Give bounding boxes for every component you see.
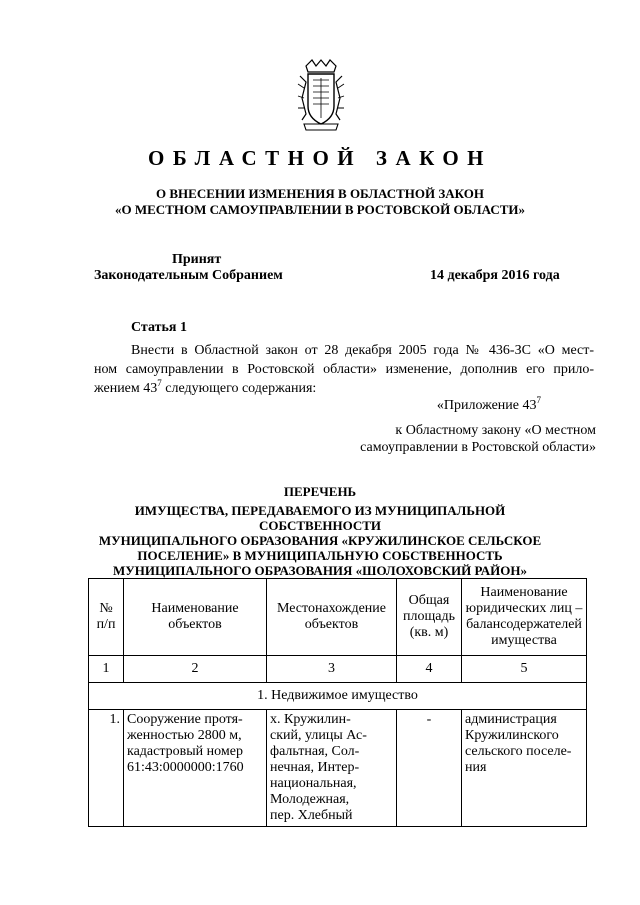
cell-line: Кружилинского: [465, 728, 559, 743]
cell-line: нечная, Интер-: [270, 760, 360, 775]
article-line: [94, 379, 594, 398]
article-heading: Статья 1: [131, 320, 187, 335]
subtitle-line: О ВНЕСЕНИИ ИЗМЕНЕНИЯ В ОБЛАСТНОЙ ЗАКОН: [156, 186, 484, 201]
header-cell-name: [124, 579, 267, 656]
header-text: №: [99, 601, 113, 616]
adopted-by: Законодательным Собранием: [94, 268, 283, 283]
list-subheading: [80, 503, 560, 578]
header-cell-holder: [462, 579, 587, 656]
article-line-text: жением 43: [94, 381, 158, 396]
section-row: [89, 683, 587, 710]
cell-line: ния: [465, 760, 487, 775]
list-subheading-line: ПОСЕЛЕНИЕ» В МУНИЦИПАЛЬНУЮ СОБСТВЕННОСТЬ: [137, 548, 503, 563]
list-heading: ПЕРЕЧЕНЬ: [283, 484, 357, 499]
header-text: площадь: [403, 609, 455, 624]
list-subheading-line: МУНИЦИПАЛЬНОГО ОБРАЗОВАНИЯ «КРУЖИЛИНСКОЕ СЕЛЬСКОЕ: [98, 533, 542, 548]
column-number: 3: [267, 656, 397, 683]
adoption-date: 14 декабря 2016 года: [430, 268, 560, 283]
article-line-text: следующего содержания:: [161, 381, 317, 396]
coat-of-arms-emblem: [296, 58, 346, 132]
table-row: [89, 710, 587, 827]
header-cell-number: [89, 579, 124, 656]
cell-line: фальтная, Сол-: [270, 744, 360, 759]
list-subheading-line: МУНИЦИПАЛЬНОГО ОБРАЗОВАНИЯ «ШОЛОХОВСКИЙ РАЙОН»: [112, 563, 528, 578]
cell-line: Молодежная,: [270, 792, 350, 807]
cell-line: пер. Хлебный: [270, 808, 353, 823]
header-text: Общая: [408, 593, 450, 608]
section-title: 1. Недвижимое имущество: [89, 683, 587, 710]
header-text: объектов: [168, 617, 222, 632]
superscript: 7: [536, 395, 541, 405]
list-subheading-line: ИМУЩЕСТВА, ПЕРЕДАВАЕМОГО ИЗ МУНИЦИПАЛЬНОЙ СОБСТВЕННОСТИ: [134, 503, 506, 533]
adopted-label: Принят: [172, 252, 222, 267]
header-cell-location: [267, 579, 397, 656]
header-text: Наименование: [480, 585, 568, 600]
object-name-cell: [124, 710, 267, 827]
cell-line: ский, улицы Ас-: [270, 728, 367, 743]
header-text: балансодержателей: [466, 617, 582, 632]
property-table: [88, 578, 587, 827]
column-number: 2: [124, 656, 267, 683]
header-text: (кв. м): [409, 625, 449, 640]
cell-line: Сооружение протя-: [127, 712, 243, 727]
header-text: объектов: [304, 617, 359, 632]
article-text: [94, 341, 594, 398]
appendix-line: самоуправлении в Ростовской области»: [360, 440, 596, 455]
document-title: ОБЛАСТНОЙ ЗАКОН: [147, 146, 492, 170]
header-text: Наименование: [151, 601, 239, 616]
row-number: 1.: [89, 710, 124, 827]
holder-cell: [462, 710, 587, 827]
header-text: имущества: [491, 633, 557, 648]
appendix-title: [330, 397, 596, 414]
area-cell: -: [397, 710, 462, 827]
header-text: п/п: [96, 617, 116, 632]
cell-line: 61:43:0000000:1760: [127, 760, 244, 775]
column-number: 5: [462, 656, 587, 683]
cell-line: сельского поселе-: [465, 744, 572, 759]
cell-line: национальная,: [270, 776, 357, 791]
header-cell-area: [397, 579, 462, 656]
appendix-title-text: «Приложение 43: [436, 398, 537, 413]
appendix-line: к Областному закону «О местном: [395, 423, 596, 438]
article-line: Внести в Областной закон от 28 декабря 2005 года № 436-ЗС «О мест-: [131, 343, 594, 358]
cell-line: женностью 2800 м,: [127, 728, 242, 743]
header-text: Местонахождение: [276, 601, 386, 616]
column-number-row: [89, 656, 587, 683]
column-number: 1: [89, 656, 124, 683]
cell-line: х. Кружилин-: [270, 712, 351, 727]
cell-line: администрация: [465, 712, 557, 727]
table-header-row: [89, 579, 587, 656]
article-line: ном самоуправлении в Ростовской области» изменение, дополнив его прило-: [94, 362, 594, 377]
superscript: 7: [157, 378, 162, 388]
document-subtitle: [0, 186, 640, 218]
subtitle-line: «О МЕСТНОМ САМОУПРАВЛЕНИИ В РОСТОВСКОЙ ОБЛАСТИ»: [115, 202, 525, 217]
header-text: юридических лиц –: [465, 601, 583, 616]
cell-line: кадастровый номер: [127, 744, 243, 759]
column-number: 4: [397, 656, 462, 683]
location-cell: [267, 710, 397, 827]
appendix-header: [330, 397, 596, 456]
